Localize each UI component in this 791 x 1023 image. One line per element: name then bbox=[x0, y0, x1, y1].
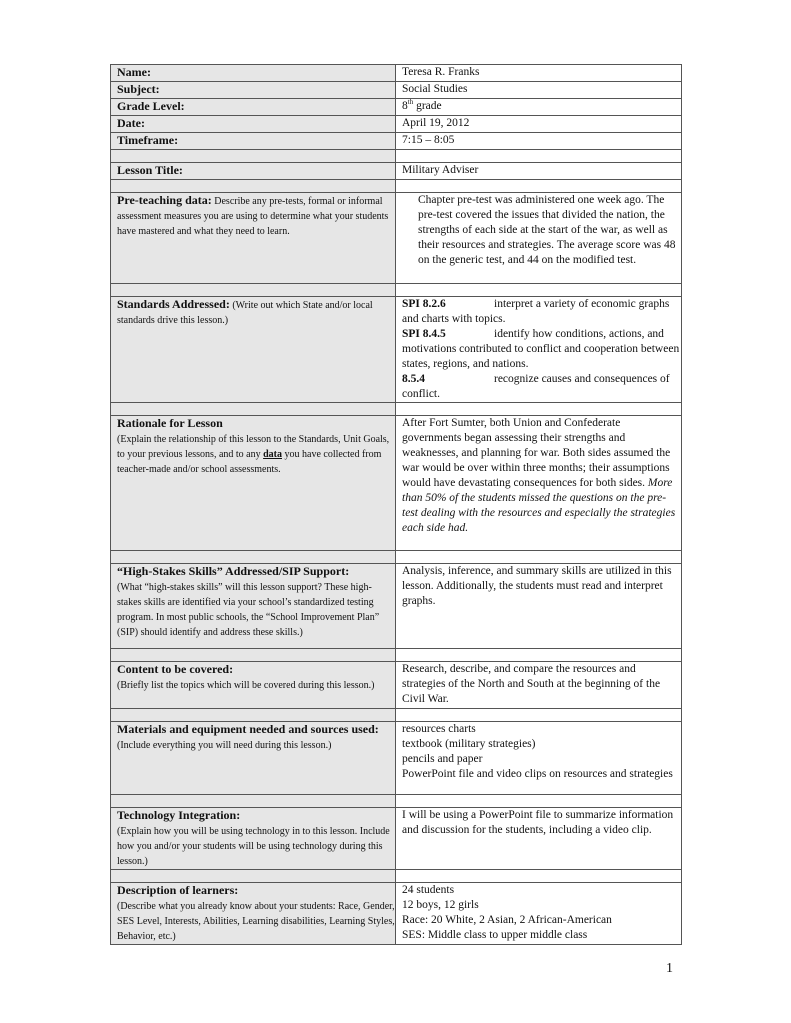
rationale-row bbox=[111, 416, 682, 551]
subject-row bbox=[111, 82, 682, 99]
standard-item bbox=[402, 327, 681, 372]
technology-row bbox=[111, 808, 682, 870]
name-value: Teresa R. Franks bbox=[396, 65, 682, 82]
spacer-row bbox=[111, 551, 682, 564]
timeframe-label: Timeframe: bbox=[117, 133, 179, 147]
highstakes-row bbox=[111, 564, 682, 649]
date-row bbox=[111, 116, 682, 133]
spacer-row bbox=[111, 709, 682, 722]
lesson-title-value: Military Adviser bbox=[396, 163, 682, 180]
standard-code: 8.5.4 bbox=[402, 373, 425, 385]
name-label: Name: bbox=[117, 65, 151, 79]
lesson-plan-table bbox=[110, 64, 682, 945]
subject-value: Social Studies bbox=[396, 82, 682, 99]
technology-label: Technology Integration: bbox=[117, 808, 241, 822]
grade-value bbox=[396, 99, 682, 116]
standards-row bbox=[111, 297, 682, 403]
materials-row bbox=[111, 722, 682, 795]
learners-item: 12 boys, 12 girls bbox=[402, 899, 479, 911]
spacer-row bbox=[111, 284, 682, 297]
learners-item: SES: Middle class to upper middle class bbox=[402, 929, 588, 941]
page-number: 1 bbox=[666, 961, 673, 976]
materials-item: textbook (military strategies) bbox=[402, 738, 536, 750]
standard-text: interpret a variety of economic graphs and charts with topics. bbox=[402, 298, 670, 325]
technology-value: I will be using a PowerPoint file to summarize information and discussion for the students, including a video clip. bbox=[396, 808, 682, 870]
standards-desc: (Write out which State and/or local standards drive this lesson.) bbox=[117, 300, 373, 326]
spacer-row bbox=[111, 795, 682, 808]
name-row bbox=[111, 65, 682, 82]
grade-label: Grade Level: bbox=[117, 99, 185, 113]
learners-item: Race: 20 White, 2 Asian, 2 African-American bbox=[402, 914, 612, 926]
rationale-desc-b: you have collected from teacher-made and/or school assessments. bbox=[117, 449, 382, 475]
highstakes-desc: (What “high-stakes skills” will this lesson support? These high-stakes skills are identified via your school’s standardized testing program. In most public schools, the “School Improvement Plan” (SIP) should identify and address these skills.) bbox=[117, 582, 380, 638]
spacer-row bbox=[111, 403, 682, 416]
grade-ordinal: th bbox=[407, 98, 414, 107]
content-row bbox=[111, 662, 682, 709]
timeframe-value: 7:15 – 8:05 bbox=[396, 133, 682, 150]
highstakes-label: “High-Stakes Skills” Addressed/SIP Support: bbox=[117, 564, 350, 578]
standards-label: Standards Addressed: bbox=[117, 297, 230, 311]
date-label: Date: bbox=[117, 116, 145, 130]
learners-desc: (Describe what you already know about your students: Race, Gender, SES Level, Interests, Abilities, Learning disabilities, Learning Styles, Behavior, etc.) bbox=[117, 901, 395, 942]
preteaching-row bbox=[111, 193, 682, 284]
materials-item: PowerPoint file and video clips on resources and strategies bbox=[402, 768, 673, 780]
learners-item: 24 students bbox=[402, 884, 455, 896]
learners-label: Description of learners: bbox=[117, 883, 239, 897]
standard-code: SPI 8.4.5 bbox=[402, 328, 446, 340]
content-desc: (Briefly list the topics which will be covered during this lesson.) bbox=[117, 680, 375, 691]
grade-word: grade bbox=[413, 100, 442, 112]
materials-item: pencils and paper bbox=[402, 753, 483, 765]
rationale-value: After Fort Sumter, both Union and Confederate governments began assessing their strengths and weaknesses, and planning for war. Both sides assumed the war would be over within three months; their assumptions would have devastating consequences for both sides. bbox=[402, 417, 671, 489]
preteaching-desc: Describe any pre-tests, formal or informal assessment measures you are using to determine what your students have mastered and what they need to learn. bbox=[117, 196, 389, 237]
highstakes-value: Analysis, inference, and summary skills are utilized in this lesson. Additionally, the students must read and interpret graphs. bbox=[396, 564, 682, 649]
standard-text: identify how conditions, actions, and motivations contributed to conflict and cooperation between states, regions, and nations. bbox=[402, 328, 680, 370]
spacer-row bbox=[111, 180, 682, 193]
rationale-value-italic: More than 50% of the students missed the questions on the pre-test dealing with the resources and especially the strategies each side had. bbox=[402, 477, 676, 534]
standard-item bbox=[402, 297, 681, 327]
spacer-row bbox=[111, 150, 682, 163]
standard-item bbox=[402, 372, 681, 402]
standard-text: recognize causes and consequences of conflict. bbox=[402, 373, 670, 400]
technology-desc: (Explain how you will be using technology in to this lesson. Include how you and/or your students will be using technology during this lesson.) bbox=[117, 826, 390, 867]
materials-item: resources charts bbox=[402, 723, 476, 735]
materials-label: Materials and equipment needed and sources used: bbox=[117, 722, 379, 736]
rationale-label: Rationale for Lesson bbox=[117, 416, 223, 430]
rationale-desc-data: data bbox=[263, 449, 282, 460]
grade-number: 8 bbox=[402, 100, 408, 112]
rationale-desc-a: (Explain the relationship of this lesson to the Standards, Unit Goals, to your previous lessons, and to any bbox=[117, 434, 390, 460]
content-value: Research, describe, and compare the resources and strategies of the North and South at the beginning of the Civil War. bbox=[396, 662, 682, 709]
subject-label: Subject: bbox=[117, 82, 160, 96]
content-label: Content to be covered: bbox=[117, 662, 234, 676]
standard-code: SPI 8.2.6 bbox=[402, 298, 446, 310]
materials-desc: (Include everything you will need during this lesson.) bbox=[117, 740, 332, 751]
lesson-title-label: Lesson Title: bbox=[117, 163, 183, 177]
rationale-desc bbox=[117, 434, 389, 475]
preteaching-value: Chapter pre-test was administered one week ago. The pre-test covered the issues that divided the nation, the strengths of each side at the start of the war, as well as their resources and strategies. The average score was 48 on the generic test, and 44 on the modified test. bbox=[418, 194, 676, 266]
spacer-row bbox=[111, 870, 682, 883]
preteaching-label: Pre-teaching data: bbox=[117, 193, 212, 207]
timeframe-row bbox=[111, 133, 682, 150]
learners-row bbox=[111, 883, 682, 945]
date-value: April 19, 2012 bbox=[396, 116, 682, 133]
lesson-title-row bbox=[111, 163, 682, 180]
spacer-row bbox=[111, 649, 682, 662]
grade-row bbox=[111, 99, 682, 116]
